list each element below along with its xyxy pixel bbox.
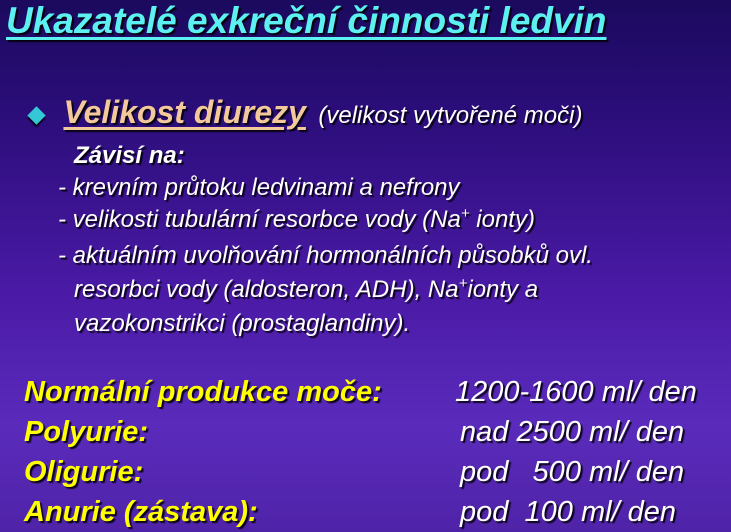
depends-on-label: Závisí na: (74, 142, 185, 169)
dependency-item-tubular-resorption (58, 206, 535, 234)
dependency-item-blood-flow: - krevním průtoku ledvinami a nefrony (58, 174, 460, 201)
item-text: resorbci vody (aldosteron, ADH), Na (74, 276, 459, 303)
bullet-parenthetical: (velikost vytvořené moči) (318, 102, 583, 129)
item-text-end: ionty) (469, 206, 535, 233)
superscript-plus: + (458, 275, 468, 292)
stat-value-anuria: pod 100 ml/ den (460, 496, 677, 528)
stat-value-oliguria: pod 500 ml/ den (460, 456, 685, 488)
item-text-end: ionty a (467, 276, 539, 303)
slide-title: Ukazatelé exkreční činnosti ledvin (6, 0, 607, 41)
dependency-item-hormones: - aktuálním uvolňování hormonálních působků ovl. (58, 242, 593, 269)
superscript-plus: + (460, 205, 470, 222)
stat-value-polyuria: nad 2500 ml/ den (460, 416, 685, 448)
dependency-item-vasoconstriction: vazokonstrikci (prostaglandiny). (74, 310, 411, 337)
stat-value-normal: 1200-1600 ml/ den (455, 376, 697, 408)
bullet-heading: Velikost diurezy (63, 94, 306, 130)
stat-label-normal: Normální produkce moče: (24, 376, 382, 408)
stat-label-polyuria: Polyurie: (24, 416, 149, 448)
stat-label-anuria: Anurie (zástava): (24, 496, 258, 528)
item-text: - velikosti tubulární resorbce vody (Na (58, 206, 461, 233)
stat-label-oliguria: Oliguriе: (24, 456, 144, 488)
bullet-diuresis (26, 94, 582, 131)
diamond-bullet-icon (27, 107, 45, 125)
dependency-item-hormones-cont (74, 276, 538, 304)
